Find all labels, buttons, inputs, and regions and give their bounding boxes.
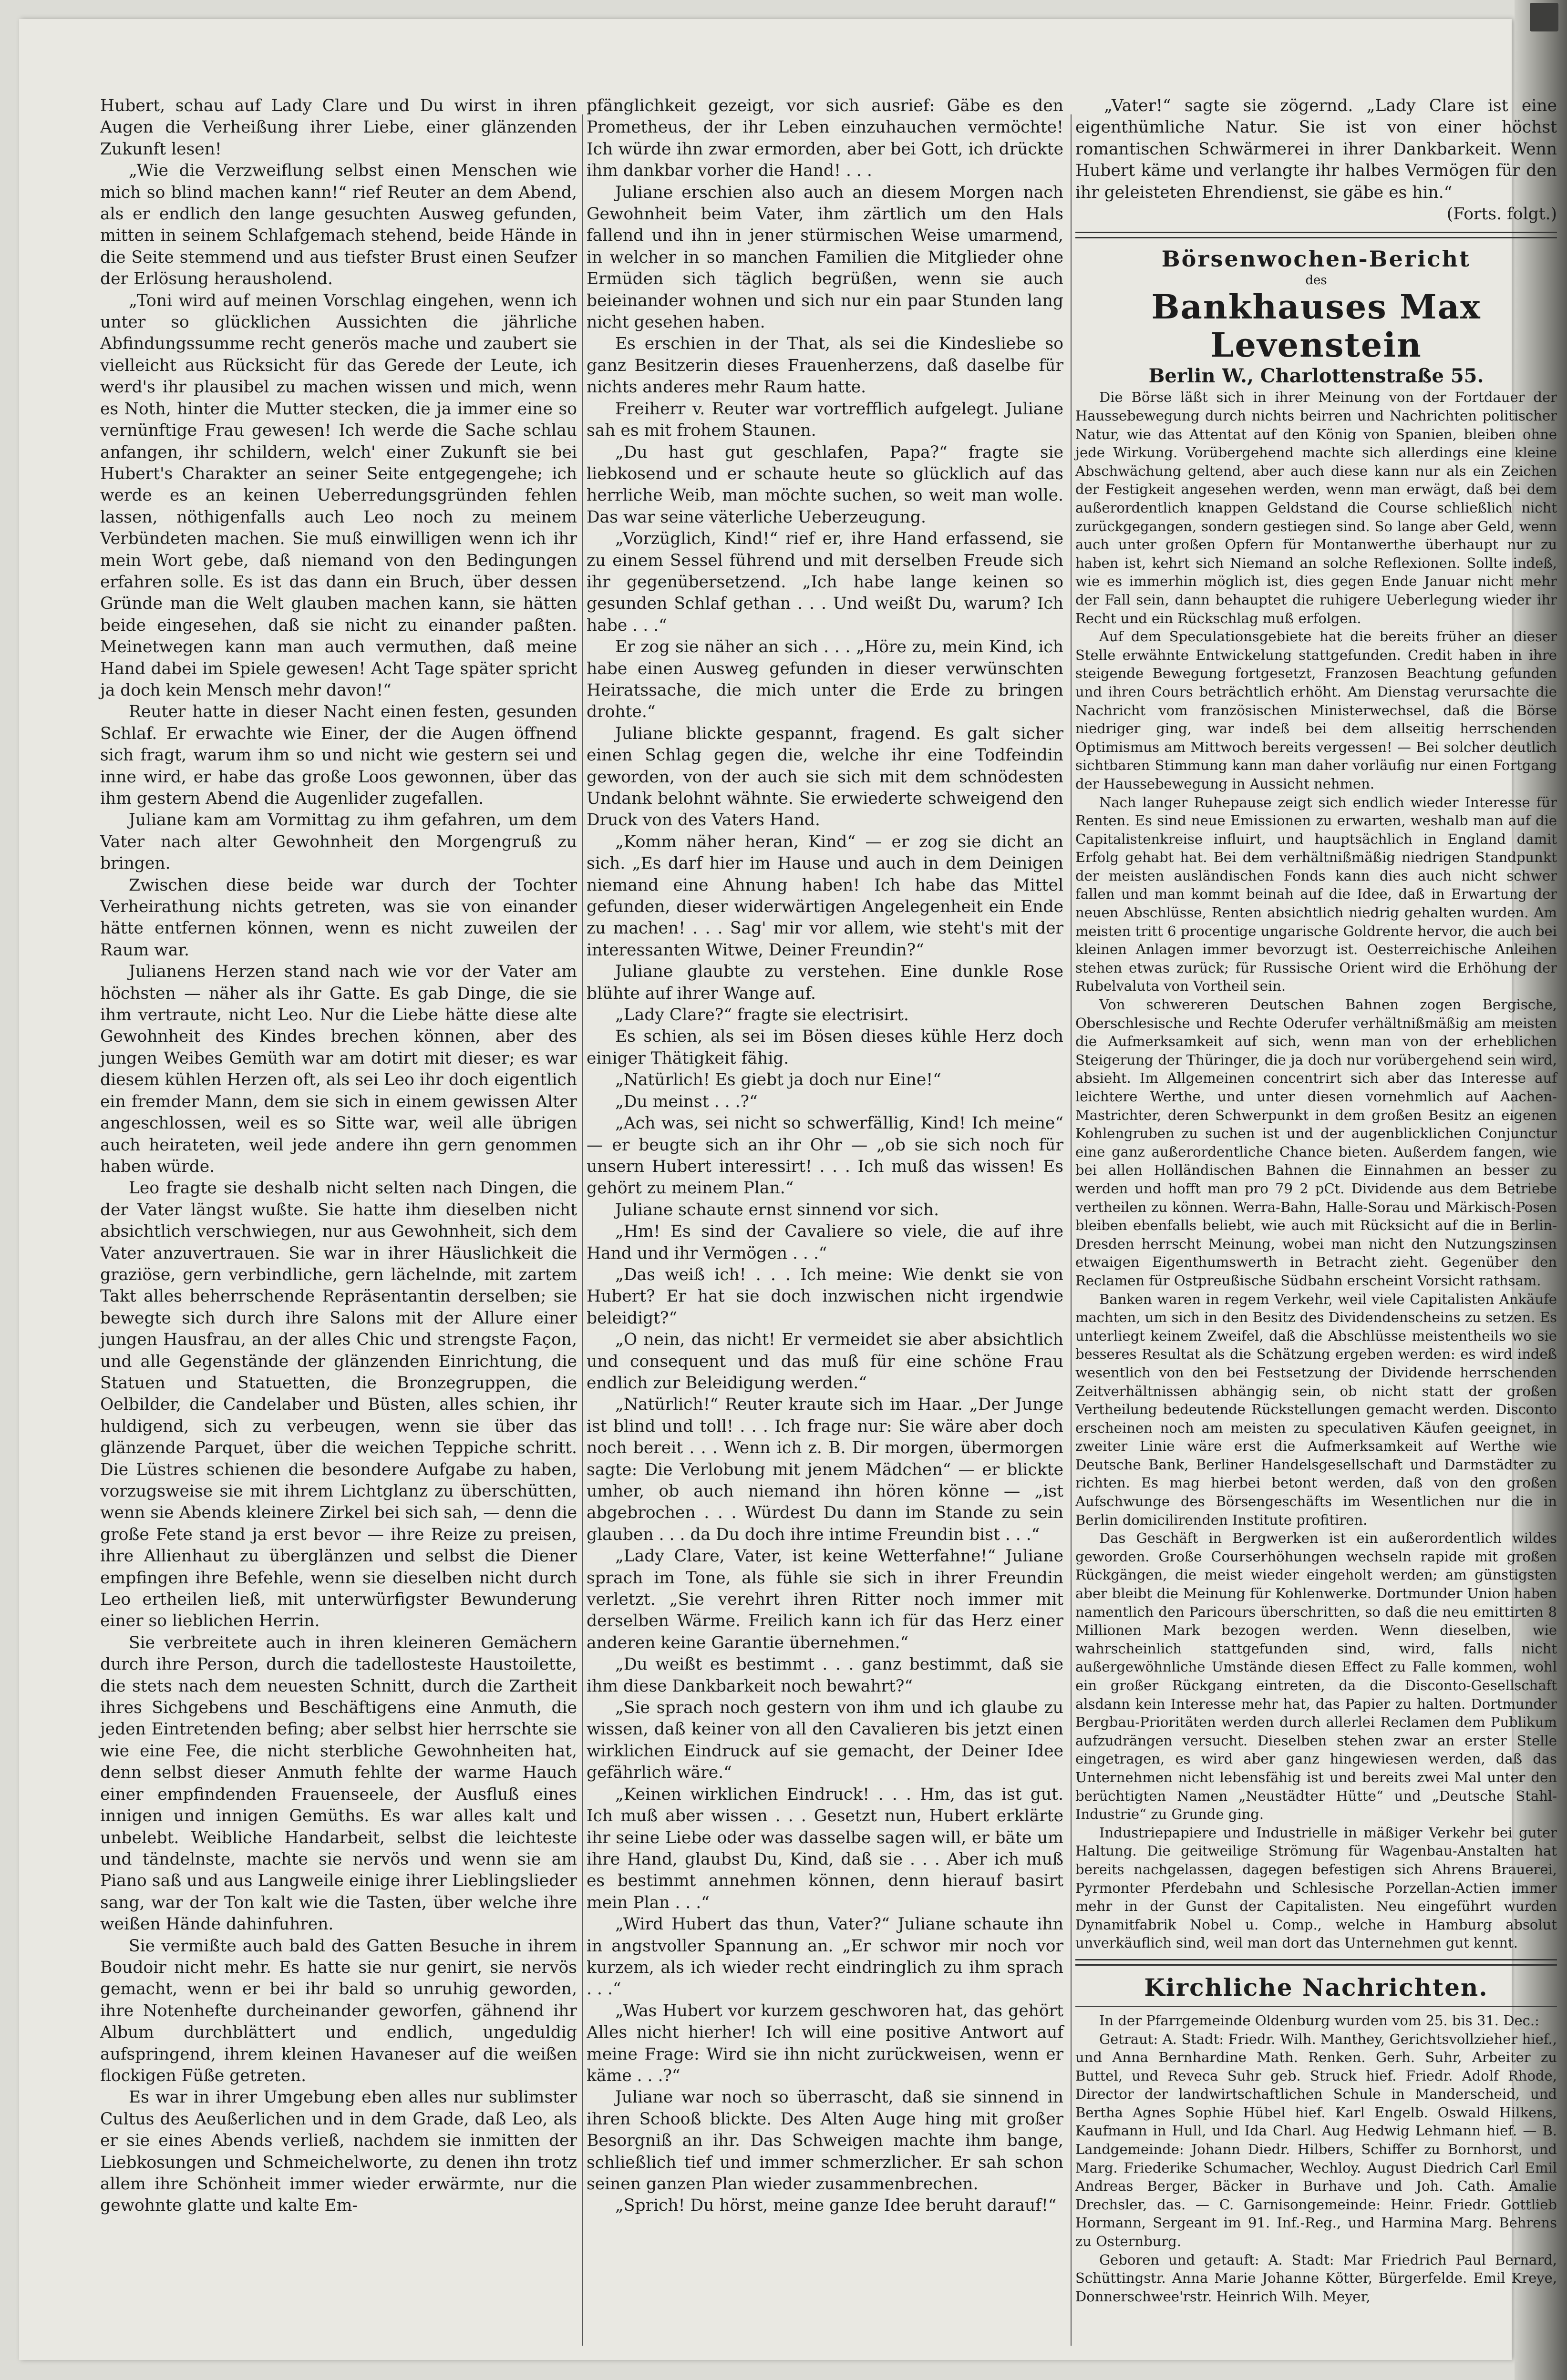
report-paragraph: Auf dem Speculationsgebiete hat die bereits früher an dieser Stelle erwähnte Entwickelung stattgefunden. Credit haben in ihre steigende Bewegung fortgesetzt, Franzosen Beachtung gefunden und ihren Cours beträchtlich erhöht. Am Dienstag verursachte die Nachricht vom französischen Ministerwechsel, daß die Börse niedriger ging, war indeß bei dem allseitig herrschenden Optimismus am Mittwoch bereits vergessen! — Bei solcher deutlich sichtbaren Stimmung kann man daher vorläufig nur einen Fortgang der Haussebewegung in Aussicht nehmen. bbox=[1075, 628, 1557, 792]
boerse-des: des bbox=[1305, 273, 1327, 288]
paragraph: „Natürlich!“ Reuter kraute sich im Haar. „Der Junge ist blind und toll! . . . Ich frage nur: Sie wäre aber doch noch bereit . . . Wenn ich z. B. Dir morgen, übermorgen sagte: Die Verlobung mit jenem Mädchen“ — er blickte umher, ob auch niemand ihn hören könne — „ist abgebrochen . . . Würdest Du dann im Stande zu sein glauben . . . da Du doch ihre intime Freundin bist . . .“ bbox=[587, 1395, 1063, 1544]
paragraph: Sie verbreitete auch in ihren kleineren Gemächern durch ihre Person, durch die tadellosteste Haustoilette, die stets nach dem neuesten Schnitt, durch die Zartheit ihres Sichgebens und Beschäftigens eine Anmuth, die jeden Eintretenden befing; aber selbst hier herrschte sie wie eine Fee, die nicht sterbliche Gewohnheiten hat, denn selbst dieser Anmuth fehlte der warme Hauch einer empfindenden Frauenseele, der Ausfluß eines innigen und innigen Gemüths. Es war alles kalt und unbelebt. Weibliche Handarbeit, selbst die leichteste und tändelnste, machte sie nervös und wenn sie am Piano saß und aus Langweile einige ihrer Lieblingslieder sang, war der Ton kalt wie die Tasten, über welche ihre weißen Hände dahinfuhren. bbox=[100, 1633, 577, 1934]
church-news bbox=[1075, 2011, 1557, 2306]
paragraph: „Wird Hubert das thun, Vater?“ Juliane schaute ihn in angstvoller Spannung an. „Er schwor mir noch vor kurzem, als ich wieder recht eindringlich zu ihm sprach . . .“ bbox=[587, 1915, 1063, 1999]
paragraph: Es schien, als sei im Bösen dieses kühle Herz doch einiger Thätigkeit fähig. bbox=[587, 1027, 1063, 1068]
paragraph: „Vater!“ sagte sie zögernd. „Lady Clare ist eine eigenthümliche Natur. Sie ist von einer höchst romantischen Schwärmerei in ihrer Dankbarkeit. Wenn Hubert käme und verlangte ihr halbes Vermögen für den ihr geleisteten Ehrendienst, sie gäbe es hin.“ bbox=[1075, 96, 1557, 202]
paragraph: „Du hast gut geschlafen, Papa?“ fragte sie liebkosend und er schaute heute so glücklich auf das herrliche Weib, man möchte suchen, so weit man wolle. Das war seine väterliche Ueberzeugung. bbox=[587, 442, 1063, 527]
paragraph: Juliane war noch so überrascht, daß sie sinnend in ihren Schooß blickte. Des Alten Auge hing mit großer Besorgniß an ihr. Das Schweigen machte ihm bange, schließlich tief und immer schmerzlicher. Er sah schon seinen ganzen Plan wieder zusammenbrechen. bbox=[587, 2088, 1063, 2194]
church-paragraph: Geboren und getauft: A. Stadt: Mar Friedrich Paul Bernard, Schüttingstr. Anna Marie Johanne Kötter, Bürgerfelde. Emil Kreye, Donnerschwee'rstr. Heinrich Wilh. Meyer, bbox=[1075, 2251, 1557, 2305]
paragraph: Es erschien in der That, als sei die Kindesliebe so ganz Besitzerin dieses Frauenherzens, daß daselbe für nichts anderes mehr Raum hatte. bbox=[587, 334, 1063, 397]
report-paragraph: Von schwereren Deutschen Bahnen zogen Bergische, Oberschlesische und Rechte Oderufer verhältnißmäßig am meisten die Aufmerksamkeit auf sich, wenn man von der erheblichen Steigerung der Thüringer, die ja doch nur vorübergehend sein wird, absieht. Im Allgemeinen concentrirt sich aber das Interesse auf leichtere Werthe, und unter diesen vornehmlich auf Aachen-Mastrichter, deren Schwerpunkt in dem großen Besitz an eigenen Kohlengruben zu suchen ist und der augenblicklichen Conjunctur eine ganz außerordentliche Chance bieten. Außerdem fangen, wie bei allen Holländischen Bahnen die Einnahmen an besser zu werden und hofft man pro 79 2 pCt. Dividende aus dem Betriebe vertheilen zu können. Werra-Bahn, Halle-Sorau und Märkisch-Posen bleiben ebenfalls beliebt, wie auch mit Rücksicht auf die in Berlin-Dresden herrscht Meinung, wobei man nicht den Nutzungszinsen etwaigen Eigenthumswerth in Betracht zieht. Gegenüber den Reclamen für Ostpreußische Südbahn erscheint Vorsicht rathsam. bbox=[1075, 996, 1557, 1289]
section-divider bbox=[1075, 232, 1557, 238]
paragraph: „Komm näher heran, Kind“ — er zog sie dicht an sich. „Es darf hier im Hause und auch in dem Deinigen niemand eine Ahnung haben! Ich habe das Mittel gefunden, dieser widerwärtigen Angelegenheit ein Ende zu machen! . . . Sag' mir vor allem, wie steht's mit der interessanten Witwe, Deiner Freundin?“ bbox=[587, 832, 1063, 960]
report-paragraph: Industriepapiere und Industrielle in mäßiger Verkehr bei guter Haltung. Die geitweilige Strömung für Wagenbau-Anstalten hat bereits nachgelassen, dagegen befestigen sich Ahrens Brauerei, Pyrmonter Pferdebahn und Schlesische Porzellan-Actien immer mehr in der Gunst der Capitalisten. Neu eingeführt wurden Dynamitfabrik Nobel u. Comp., welche in Hamburg absolut unverkäuflich sind, weil man dort das Unternehmen gut kennt. bbox=[1075, 1824, 1557, 1951]
paragraph: Juliane glaubte zu verstehen. Eine dunkle Rose blühte auf ihrer Wange auf. bbox=[587, 962, 1063, 1003]
paragraph: pfänglichkeit gezeigt, vor sich ausrief: Gäbe es den Prometheus, der ihr Leben einzuhauchen vermöchte! Ich würde ihn zwar ermorden, aber bei Gott, ich drückte ihm dankbar vorher die Hand! . . . bbox=[587, 96, 1063, 181]
paragraph: „Wie die Verzweiflung selbst einen Menschen wie mich so blind machen kann!“ rief Reuter an dem Abend, als er endlich den lange gesuchten Ausweg gefunden, mitten in seinem Schlafgemach stehend, beide Hände in die Seite stemmend und aus tiefster Brust einen Seufzer der Erlösung herausholend. bbox=[100, 161, 577, 289]
column-3 bbox=[1075, 95, 1557, 2306]
paragraph: Er zog sie näher an sich . . . „Höre zu, mein Kind, ich habe einen Ausweg gefunden in dieser verwünschten Heiratssache, die mich unter die Erde zu bringen drohte.“ bbox=[587, 637, 1063, 722]
paragraph: „Ach was, sei nicht so schwerfällig, Kind! Ich meine“ — er beugte sich an ihr Ohr — „ob sie sich noch für unsern Hubert interessirt! . . . Ich muß das wissen! Es gehört zu meinem Plan.“ bbox=[587, 1114, 1063, 1198]
paragraph: „Was Hubert vor kurzem geschworen hat, das gehört Alles nicht hierher! Ich will eine positive Antwort auf meine Frage: Wird sie ihn nicht zurückweisen, wenn er käme . . .?“ bbox=[587, 2001, 1063, 2085]
paragraph: Hubert, schau auf Lady Clare und Du wirst in ihren Augen die Verheißung ihrer Liebe, einer glänzenden Zukunft lesen! bbox=[100, 96, 577, 159]
title-underline bbox=[1075, 2006, 1557, 2007]
bank-address: Berlin W., Charlottenstraße 55. bbox=[1148, 365, 1484, 388]
bank-name: Bankhauses Max Levenstein bbox=[1151, 287, 1481, 365]
paragraph: „Sprich! Du hörst, meine ganze Idee beruht darauf!“ bbox=[615, 2196, 1057, 2216]
boerse-title: Börsenwochen-Bericht bbox=[1161, 246, 1471, 272]
paragraph: Juliane schaute ernst sinnend vor sich. bbox=[615, 1200, 939, 1220]
paragraph: „Natürlich! Es giebt ja doch nur Eine!“ bbox=[615, 1070, 941, 1090]
paragraph: „Keinen wirklichen Eindruck! . . . Hm, das ist gut. Ich muß aber wissen . . . Gesetzt nun, Hubert erklärte ihr seine Liebe oder was dasselbe sagen will, er bäte um ihre Hand, glaubst Du, Kind, daß sie . . . Aber ich muß es bestimmt annehmen können, denn hierauf basirt mein Plan . . .“ bbox=[587, 1785, 1063, 1912]
paragraph: Leo fragte sie deshalb nicht selten nach Dingen, die der Vater längst wußte. Sie hatte ihm dieselben nicht absichtlich verschwiegen, nur aus Gewohnheit, sich dem Vater anzuvertrauen. Sie war in ihrer Häuslichkeit die graziöse, gern verbindliche, gern lächelnde, mit zartem Takt alles beherrschende Repräsentantin derselben; sie bewegte sich durch ihre Salons mit der Allure einer jungen Hausfrau, an der alles Chic und strengste Façon, und alle Gegenstände der glänzenden Einrichtung, die Statuen und Statuetten, die Bronzegruppen, die Oelbilder, die Candelaber und Büsten, alles schien, ihr huldigend, sich zu verbeugen, wenn sie über das glänzende Parquet, über die weichen Teppiche schritt. Die Lüstres schienen die besondere Aufgabe zu haben, vorzugsweise sie mit ihrem Lichtglanz zu überschütten, wenn sie Abends kleinere Zirkel bei sich sah, — denn die große Fete stand ja erst bevor — ihre Reize zu preisen, ihre Allienhaut zu überglänzen und selbst die Diener empfingen ihre Befehle, wenn sie dieselben nicht durch Leo ertheilen ließ, mit unterwürfigster Bewunderung einer so lieblichen Herrin. bbox=[100, 1179, 577, 1631]
report-paragraph: Die Börse läßt sich in ihrer Meinung von der Fortdauer der Haussebewegung durch nichts beirren und Nachrichten politischer Natur, wie das Attentat auf den König von Spanien, bleiben ohne jede Wirkung. Vorübergehend machte sich allerdings eine kleine Abschwächung geltend, aber auch diese kann nur als ein Zeichen der Festigkeit angesehen werden, wenn man erwägt, daß bei dem außerordentlich knappen Geldstand die Course schließlich nicht zurückgegangen, sondern gestiegen sind. So lange aber Geld, wenn auch unter großen Opfern für Montanwerthe überhaupt nur zu haben ist, kehrt sich Niemand an solche Reflexionen. Sollte indeß, wie es immerhin möglich ist, dies gegen Ende Januar nicht mehr der Fall sein, dann behauptet die ruhigere Ueberlegung wieder ihr Recht und ein Rückschlag muß erfolgen. bbox=[1075, 389, 1557, 626]
paragraph: „O nein, das nicht! Er vermeidet sie aber absichtlich und consequent und das muß für eine schöne Frau endlich zur Beleidigung werden.“ bbox=[587, 1330, 1063, 1393]
paragraph: Sie vermißte auch bald des Gatten Besuche in ihrem Boudoir nicht mehr. Es hatte sie nur genirt, sie nervös gemacht, wenn er bei ihr bald so unruhig geworden, ihre Notenhefte durcheinander geworfen, gähnend ihr Album durchblättert und endlich, ungeduldig aufspringend, ihrem kleinen Havaneser auf die weißen flockigen Füße getreten. bbox=[100, 1936, 577, 2085]
paragraph: Es war in ihrer Umgebung eben alles nur sublimster Cultus des Aeußerlichen und in dem Grade, daß Leo, als er sie eines Abends verließ, nachdem sie inmitten der Liebkosungen und Schmeichelworte, zu denen ihn trotz allem ihre Schönheit immer wieder erwärmte, nur die gewohnte glatte und kalte Em- bbox=[100, 2088, 577, 2216]
column-rule-right bbox=[1071, 114, 1072, 2346]
paragraph: „Toni wird auf meinen Vorschlag eingehen, wenn ich unter so glücklichen Aussichten die jährliche Abfindungssumme recht generös mache und zaubert sie vielleicht aus Rücksicht für das Gerede der Leute, ich werd's ihr plausibel zu machen wissen und mich, wenn es Noth, hinter die Mutter stecken, die ja immer eine so vernünftige Frau gewesen! Ich werde die Sache schlau anfangen, ihr schildern, welch' einer Zukunft sie bei Hubert's Charakter an seiner Seite entgegengehe; ich werde es an keinen Ueberredungsgründen fehlen lassen, nöthigenfalls auch Leo noch zu meinem Verbündeten machen. Sie muß einwilligen wenn ich ihr mein Wort gebe, daß niemand von den Bedingungen erfahren solle. Es ist das dann ein Bruch, über dessen Gründe man die Welt glauben machen kann, sie hätten beide eingesehen, daß sie nicht zu einander paßten. Meinetwegen kann man auch vermuthen, daß meine Hand dabei im Spiele gewesen! Acht Tage später spricht ja doch kein Mensch mehr davon!“ bbox=[100, 291, 577, 700]
church-paragraph: In der Pfarrgemeinde Oldenburg wurden vom 25. bis 31. Dec.: bbox=[1099, 2012, 1539, 2029]
paragraph: Freiherr v. Reuter war vortrefflich aufgelegt. Juliane sah es mit frohem Staunen. bbox=[587, 399, 1063, 441]
paragraph: „Du meinst . . .?“ bbox=[615, 1092, 758, 1111]
paragraph: Juliane erschien also auch an diesem Morgen nach Gewohnheit beim Vater, ihm zärtlich um den Hals fallend und ihn in jener stürmischen Weise umarmend, in welcher in so manchen Familien die Mitglieder ohne Ermüden sich täglich begrüßen, wenn sie auch beieinander wohnen und sich nur ein paar Stunden lang nicht gesehen haben. bbox=[587, 183, 1063, 332]
paragraph: Julianens Herzen stand nach wie vor der Vater am höchsten — näher als ihr Gatte. Es gab Dinge, die sie ihm vertraute, nicht Leo. Nur die Liebe hätte diese alte Gewohnheit des Kindes brechen können, aber des jungen Weibes Gemüth war am dotirt mit dieser; es war diesem kühlen Herzen oft, als sei Leo ihr doch eigentlich ein fremder Mann, dem sie sich in einem gewissen Alter angeschlossen, weil es so Sitte war, weil alle übrigen auch heirateten, weil jede andere ihn gern genommen haben würde. bbox=[100, 962, 577, 1176]
report-paragraph: Nach langer Ruhepause zeigt sich endlich wieder Interesse für Renten. Es sind neue Emissionen zu erwarten, weshalb man auf die Capitalistenkreise influirt, und hauptsächlich in England damit Erfolg gehabt hat. Bei dem verhältnißmäßig niedrigen Standpunkt der meisten ausländischen Fonds kann dies auch nicht schwer fallen und man kommt beinah auf die Idee, daß in Erwartung der neuen Abschlüsse, Renten absichtlich niedrig gehalten wurden. Am meisten tritt 6 procentige ungarische Goldrente hervor, die auch bei kleinen Anlagen immer bevorzugt ist. Oesterreichische Anleihen stehen etwas zurück; für Russische Orient wird die Erhöhung der Rubelvaluta von Vortheil sein. bbox=[1075, 794, 1557, 995]
paragraph: „Lady Clare, Vater, ist keine Wetterfahne!“ Juliane sprach im Tone, als fühle sie sich in ihrer Freundin verletzt. „Sie verehrt ihren Ritter noch immer mit derselben Wärme. Freilich kann ich für das Herz einer anderen keine Garantie übernehmen.“ bbox=[587, 1547, 1063, 1652]
boerse-report bbox=[1075, 388, 1557, 1952]
scan-edge-mark bbox=[1530, 3, 1558, 31]
paragraph: „Sie sprach noch gestern von ihm und ich glaube zu wissen, daß keiner von all den Cavalieren bis jetzt einen wirklichen Eindruck auf sie gemacht, der Deiner Idee gefährlich wäre.“ bbox=[587, 1698, 1063, 1783]
column-rule-left bbox=[582, 114, 583, 2346]
paragraph: „Das weiß ich! . . . Ich meine: Wie denkt sie von Hubert? Er hat sie doch inzwischen nicht irgendwie beleidigt?“ bbox=[587, 1265, 1063, 1328]
paragraph: „Lady Clare?“ fragte sie electrisirt. bbox=[615, 1005, 909, 1025]
paragraph: Reuter hatte in dieser Nacht einen festen, gesunden Schlaf. Er erwachte wie Einer, der die Augen öffnend sich fragt, warum ihm so und nicht wie gestern sei und inne wird, er habe das große Loos gewonnen, über das ihm gestern Abend die Augenlider zugefallen. bbox=[100, 702, 577, 808]
paragraph: Zwischen diese beide war durch der Tochter Verheirathung nichts getreten, was sie von einander hätte entfernen können, wenn es nicht zuweilen der Raum war. bbox=[100, 875, 577, 960]
continued-note: (Forts. folgt.) bbox=[1446, 205, 1557, 224]
paragraph: Juliane kam am Vormittag zu ihm gefahren, um dem Vater nach alter Gewohnheit den Morgengruß zu bringen. bbox=[100, 810, 577, 873]
section-divider bbox=[1075, 1959, 1557, 1966]
story-column-2 bbox=[587, 95, 1063, 2217]
paragraph: „Hm! Es sind der Cavaliere so viele, die auf ihre Hand und ihr Vermögen . . .“ bbox=[587, 1222, 1063, 1263]
paragraph: „Du weißt es bestimmt . . . ganz bestimmt, daß sie ihm diese Dankbarkeit noch bewahrt?“ bbox=[587, 1655, 1063, 1696]
paragraph: „Vorzüglich, Kind!“ rief er, ihre Hand erfassend, sie zu einem Sessel führend und mit derselben Freude sich ihr gegenübersetzend. „Ich habe lange keinen so gesunden Schlaf gethan . . . Und weißt Du, warum? Ich habe . . .“ bbox=[587, 529, 1063, 635]
church-paragraph: Getraut: A. Stadt: Friedr. Wilh. Manthey, Gerichtsvollzieher hief., und Anna Bernhardine Math. Renken. Gerh. Suhr, Arbeiter zu Buttel, und Reveca Suhr geb. Struck hief. Friedr. Adolf Rhode, Director der landwirtschaftlichen Schule in Manderscheid, und Bertha Agnes Sophie Hübel hief. Karl Engelb. Oswald Hilkens, Kaufmann in Hull, und Ida Charl. Aug Hedwig Lehmann hief. — B. Landgemeinde: Johann Diedr. Hilbers, Schiffer zu Bornhorst, und Marg. Friederike Schumacher, Wechloy. August Diedrich Carl Emil Andreas Berger, Bäcker in Burhave und Joh. Cath. Amalie Drechsler, das. — C. Garnisongemeinde: Heinr. Friedr. Gottlieb Hormann, Sergeant im 91. Inf.-Reg., und Harmina Marg. Behrens zu Osternburg. bbox=[1075, 2031, 1557, 2250]
report-paragraph: Das Geschäft in Bergwerken ist ein außerordentlich wildes geworden. Große Courserhöhungen wechseln rapide mit großen Rückgängen, die meist wieder eingeholt werden; am günstigsten aber bleibt die Meinung für Kohlenwerke. Dortmunder Union haben namentlich den Paricours überschritten, so daß die neu emittirten 8 Millionen Mark bezogen werden. Wenn dieselben, wie wahrscheinlich stattgefunden sind, wird, falls nicht außergewöhnliche Umstände diesen Effect zu Falle kommen, wohl ein großer Rückgang eintreten, da die Disconto-Gesellschaft alsdann kein Interesse mehr hat, das Papier zu halten. Dortmunder Bergbau-Prioritäten werden durch allerlei Reclamen dem Publikum aufzudrängen versucht. Dieselben stehen zwar an erster Stelle eingetragen, es wird aber ganz hingewiesen werden, daß das Unternehmen nicht lebensfähig ist und bereits zwei Mal unter den berüchtigten Namen „Neustädter Hütte“ und „Deutsche Stahl-Industrie“ zu Grunde ging. bbox=[1075, 1530, 1557, 1823]
church-news-title: Kirchliche Nachrichten. bbox=[1144, 1973, 1488, 2001]
story-column-1 bbox=[100, 95, 577, 2217]
report-paragraph: Banken waren in regem Verkehr, weil viele Capitalisten Ankäufe machten, um sich in den Besitz des Dividendenscheins zu setzen. Es unterliegt keinem Zweifel, daß die Abschlüsse meistentheils wo sie besseres Resultat als die Schätzung ergeben werden: es wird indeß wesentlich von den bei Festsetzung der Dividende herrschenden Zeitverhältnissen abhängig sein, ob nicht statt der großen Vertheilung bedeutende Rückstellungen gemacht werden. Disconto erscheinen noch am meisten zu speculativen Käufen geeignet, in zweiter Linie wäre erst die Aufmerksamkeit auf Werthe wie Deutsche Bank, Berliner Handelsgesellschaft und Darmstädter zu richten. Es mag hierbei betont werden, daß von den großen Aufschwunge des Börsengeschäfts im Wesentlichen nur die in Berlin domicilirenden Institute profitiren. bbox=[1075, 1291, 1557, 1528]
paragraph: Juliane blickte gespannt, fragend. Es galt sicher einen Schlag gegen die, welche ihr eine Todfeindin geworden, von der auch sie sich mit dem schnödesten Undank belohnt wähnte. Sie erwiederte schweigend den Druck von des Vaters Hand. bbox=[587, 724, 1063, 830]
